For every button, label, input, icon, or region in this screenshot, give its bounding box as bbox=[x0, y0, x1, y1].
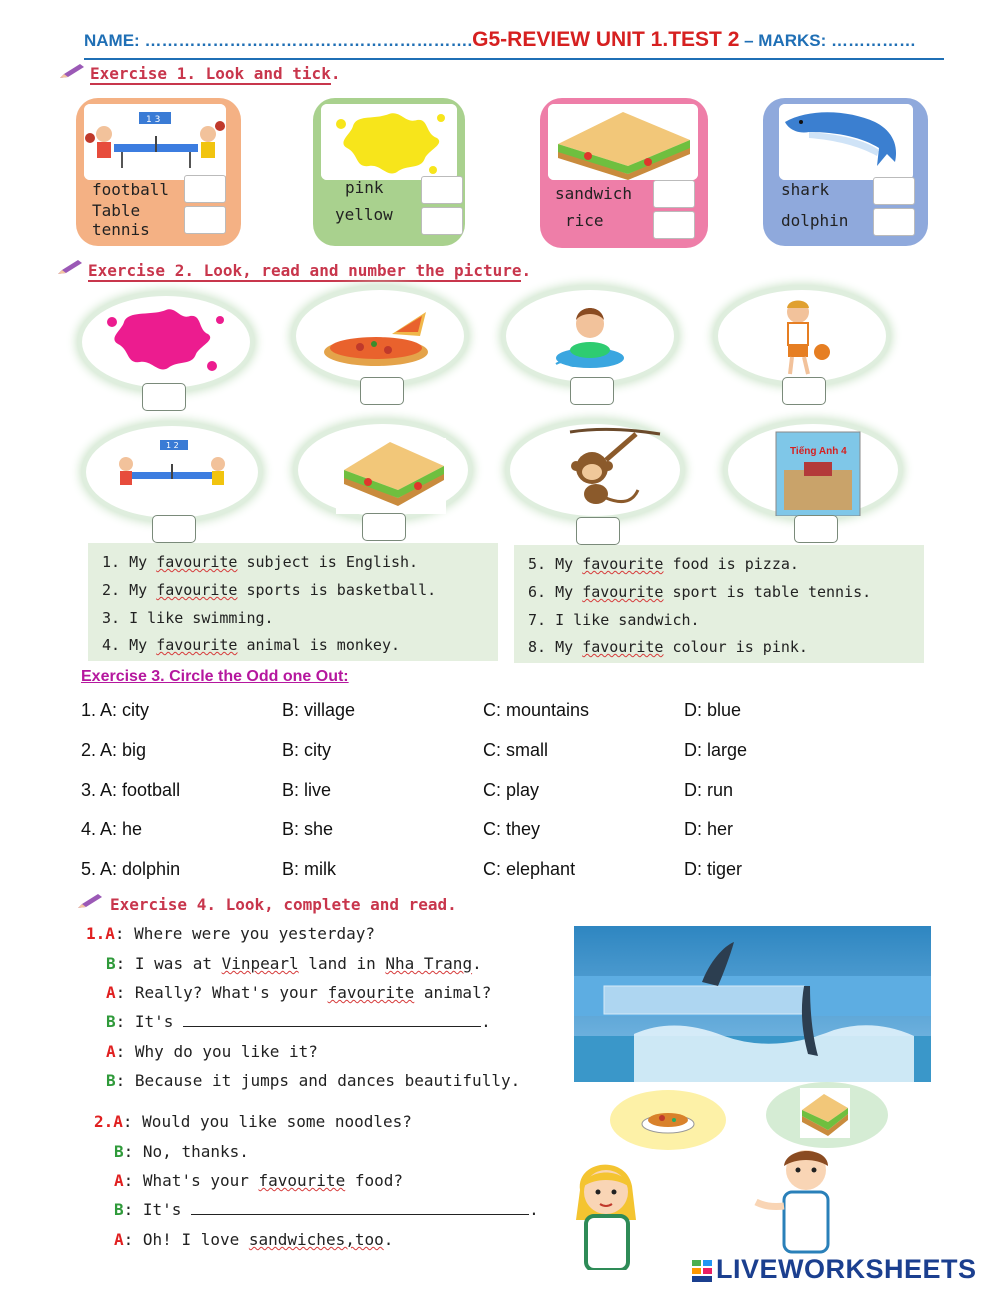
pencil-icon bbox=[56, 258, 84, 276]
word-rice: rice bbox=[565, 211, 604, 230]
book-cover-title: Tiếng Anh 4 bbox=[790, 446, 847, 457]
sentence-1: 1. My favourite subject is English. bbox=[102, 553, 419, 571]
picture-oval-1 bbox=[82, 296, 250, 388]
sentence-6: 6. My favourite sport is table tennis. bbox=[528, 583, 872, 601]
sandwich-image bbox=[298, 424, 468, 516]
worksheet-header bbox=[84, 28, 944, 60]
children-talking-image bbox=[572, 1150, 832, 1270]
tick-box-table-tennis[interactable] bbox=[184, 206, 226, 234]
sentence-5: 5. My favourite food is pizza. bbox=[528, 555, 799, 573]
tick-box-sandwich[interactable] bbox=[653, 180, 695, 208]
liveworksheets-logo-icon bbox=[692, 1260, 712, 1282]
number-box-5[interactable] bbox=[152, 515, 196, 543]
q4-option-a[interactable]: 4. A: he bbox=[81, 819, 143, 839]
q1-option-a[interactable]: 1. A: city bbox=[81, 700, 150, 720]
q2-option-b[interactable]: B: city bbox=[282, 740, 332, 760]
dialogue2-line1: 2.A: Would you like some noodles? bbox=[94, 1112, 412, 1131]
exercise1-heading: Exercise 1. Look and tick. bbox=[90, 64, 341, 83]
basketball-boy-image bbox=[718, 290, 886, 382]
picture-oval-7 bbox=[510, 424, 680, 516]
dolphin-show-photo bbox=[574, 926, 931, 1082]
dialogue2-line2: B: No, thanks. bbox=[114, 1142, 249, 1161]
monkey-image bbox=[510, 424, 680, 516]
q4-option-b[interactable]: B: she bbox=[282, 819, 334, 839]
dolphin-image bbox=[779, 104, 913, 180]
exercise1-card-2 bbox=[313, 98, 465, 246]
sentence-panel-right bbox=[514, 545, 924, 663]
dialogue2-line4: B: It's . bbox=[114, 1200, 539, 1219]
swimming-girl-image bbox=[506, 290, 674, 382]
q4-option-c[interactable]: C: they bbox=[483, 819, 541, 839]
q3-option-d[interactable]: D: run bbox=[684, 780, 734, 800]
number-box-6[interactable] bbox=[362, 513, 406, 541]
number-box-8[interactable] bbox=[794, 515, 838, 543]
picture-oval-2 bbox=[296, 290, 464, 382]
q5-option-d[interactable]: D: tiger bbox=[684, 859, 743, 879]
picture-oval-8 bbox=[728, 424, 898, 516]
pencil-icon bbox=[76, 892, 104, 910]
word-shark: shark bbox=[781, 180, 830, 199]
speech-bubble-sandwich bbox=[766, 1082, 888, 1148]
worksheet-title: G5-REVIEW UNIT 1.TEST 2 bbox=[472, 28, 740, 51]
answer-blank-2[interactable] bbox=[191, 1214, 529, 1215]
dialogue1-line2: B: I was at Vinpearl land in Nha Trang. bbox=[106, 954, 482, 973]
q3-option-a[interactable]: 3. A: football bbox=[81, 780, 181, 800]
picture-oval-5 bbox=[86, 426, 258, 518]
tick-box-football[interactable] bbox=[184, 175, 226, 203]
q1-option-d[interactable]: D: blue bbox=[684, 700, 742, 720]
dialogue1-line1: 1.A: Where were you yesterday? bbox=[86, 924, 375, 943]
dialogue1-line4: B: It's . bbox=[106, 1012, 491, 1031]
tick-box-rice[interactable] bbox=[653, 211, 695, 239]
sentence-7: 7. I like sandwich. bbox=[528, 611, 700, 629]
sentence-4: 4. My favourite animal is monkey. bbox=[102, 636, 401, 654]
exercise3-heading: Exercise 3. Circle the Odd one Out: bbox=[81, 668, 349, 685]
exercise2-heading: Exercise 2. Look, read and number the picture. bbox=[88, 261, 532, 280]
q3-option-c[interactable]: C: play bbox=[483, 780, 540, 800]
speech-bubble-noodles bbox=[610, 1090, 726, 1150]
pink-splash-image bbox=[82, 296, 250, 388]
tick-box-dolphin[interactable] bbox=[873, 208, 915, 236]
sentence-2: 2. My favourite sports is basketball. bbox=[102, 581, 437, 599]
q5-option-b[interactable]: B: milk bbox=[282, 859, 336, 879]
table-tennis-image bbox=[86, 426, 258, 518]
word-yellow: yellow bbox=[335, 205, 393, 224]
picture-oval-3 bbox=[506, 290, 674, 382]
exercise1-card-1 bbox=[76, 98, 241, 246]
tick-box-pink[interactable] bbox=[421, 176, 463, 204]
number-box-4[interactable] bbox=[782, 377, 826, 405]
word-table: Table bbox=[92, 201, 141, 220]
pizza-image bbox=[296, 290, 464, 382]
number-box-7[interactable] bbox=[576, 517, 620, 545]
q5-option-c[interactable]: C: elephant bbox=[483, 859, 576, 879]
dialogue1-line5: A: Why do you like it? bbox=[106, 1042, 318, 1061]
number-box-2[interactable] bbox=[360, 377, 404, 405]
q2-option-c[interactable]: C: small bbox=[483, 740, 549, 760]
tick-box-yellow[interactable] bbox=[421, 207, 463, 235]
dialogue2-line5: A: Oh! I love sandwiches,too. bbox=[114, 1230, 394, 1249]
table-tennis-image bbox=[84, 104, 226, 180]
sandwich-image bbox=[766, 1082, 888, 1148]
english-book-image bbox=[728, 424, 898, 516]
picture-oval-6 bbox=[298, 424, 468, 516]
picture-oval-4 bbox=[718, 290, 886, 382]
dialogue2-line3: A: What's your favourite food? bbox=[114, 1171, 403, 1190]
q2-option-d[interactable]: D: large bbox=[684, 740, 748, 760]
sentence-panel-left bbox=[88, 543, 498, 661]
sandwich-image bbox=[548, 104, 698, 180]
word-dolphin: dolphin bbox=[781, 211, 849, 230]
number-box-3[interactable] bbox=[570, 377, 614, 405]
word-sandwich: sandwich bbox=[555, 184, 633, 203]
liveworksheets-logo-text: LIVEWORKSHEETS bbox=[716, 1254, 977, 1284]
word-tennis: tennis bbox=[92, 220, 150, 239]
word-football: football bbox=[92, 180, 170, 199]
yellow-splash-image bbox=[321, 104, 457, 180]
name-field-label: NAME: …………………………………………………. bbox=[84, 31, 473, 50]
q2-option-a[interactable]: 2. A: big bbox=[81, 740, 147, 760]
exercise4-heading: Exercise 4. Look, complete and read. bbox=[110, 895, 457, 914]
q4-option-d[interactable]: D: her bbox=[684, 819, 734, 839]
q1-option-b[interactable]: B: village bbox=[282, 700, 356, 720]
pencil-icon bbox=[58, 62, 86, 80]
marks-field-label: – MARKS: …………… bbox=[739, 31, 917, 50]
answer-blank-1[interactable] bbox=[183, 1026, 481, 1027]
exercise1-card-3 bbox=[540, 98, 708, 248]
exercise1-card-4 bbox=[763, 98, 928, 246]
sentence-3: 3. I like swimming. bbox=[102, 609, 274, 627]
dialogue1-line3: A: Really? What's your favourite animal? bbox=[106, 983, 492, 1002]
tick-box-shark[interactable] bbox=[873, 177, 915, 205]
q5-option-a[interactable]: 5. A: dolphin bbox=[81, 859, 181, 879]
svg-text:1 3: 1 3 bbox=[146, 115, 161, 125]
dialogue1-line6: B: Because it jumps and dances beautifully. bbox=[106, 1071, 521, 1090]
liveworksheets-logo bbox=[692, 1254, 990, 1288]
number-box-1[interactable] bbox=[142, 383, 186, 411]
sentence-8: 8. My favourite colour is pink. bbox=[528, 638, 808, 656]
word-pink: pink bbox=[345, 178, 384, 197]
q3-option-b[interactable]: B: live bbox=[282, 780, 332, 800]
noodles-image bbox=[610, 1090, 726, 1150]
svg-text:1 2: 1 2 bbox=[166, 441, 179, 450]
q1-option-c[interactable]: C: mountains bbox=[483, 700, 590, 720]
